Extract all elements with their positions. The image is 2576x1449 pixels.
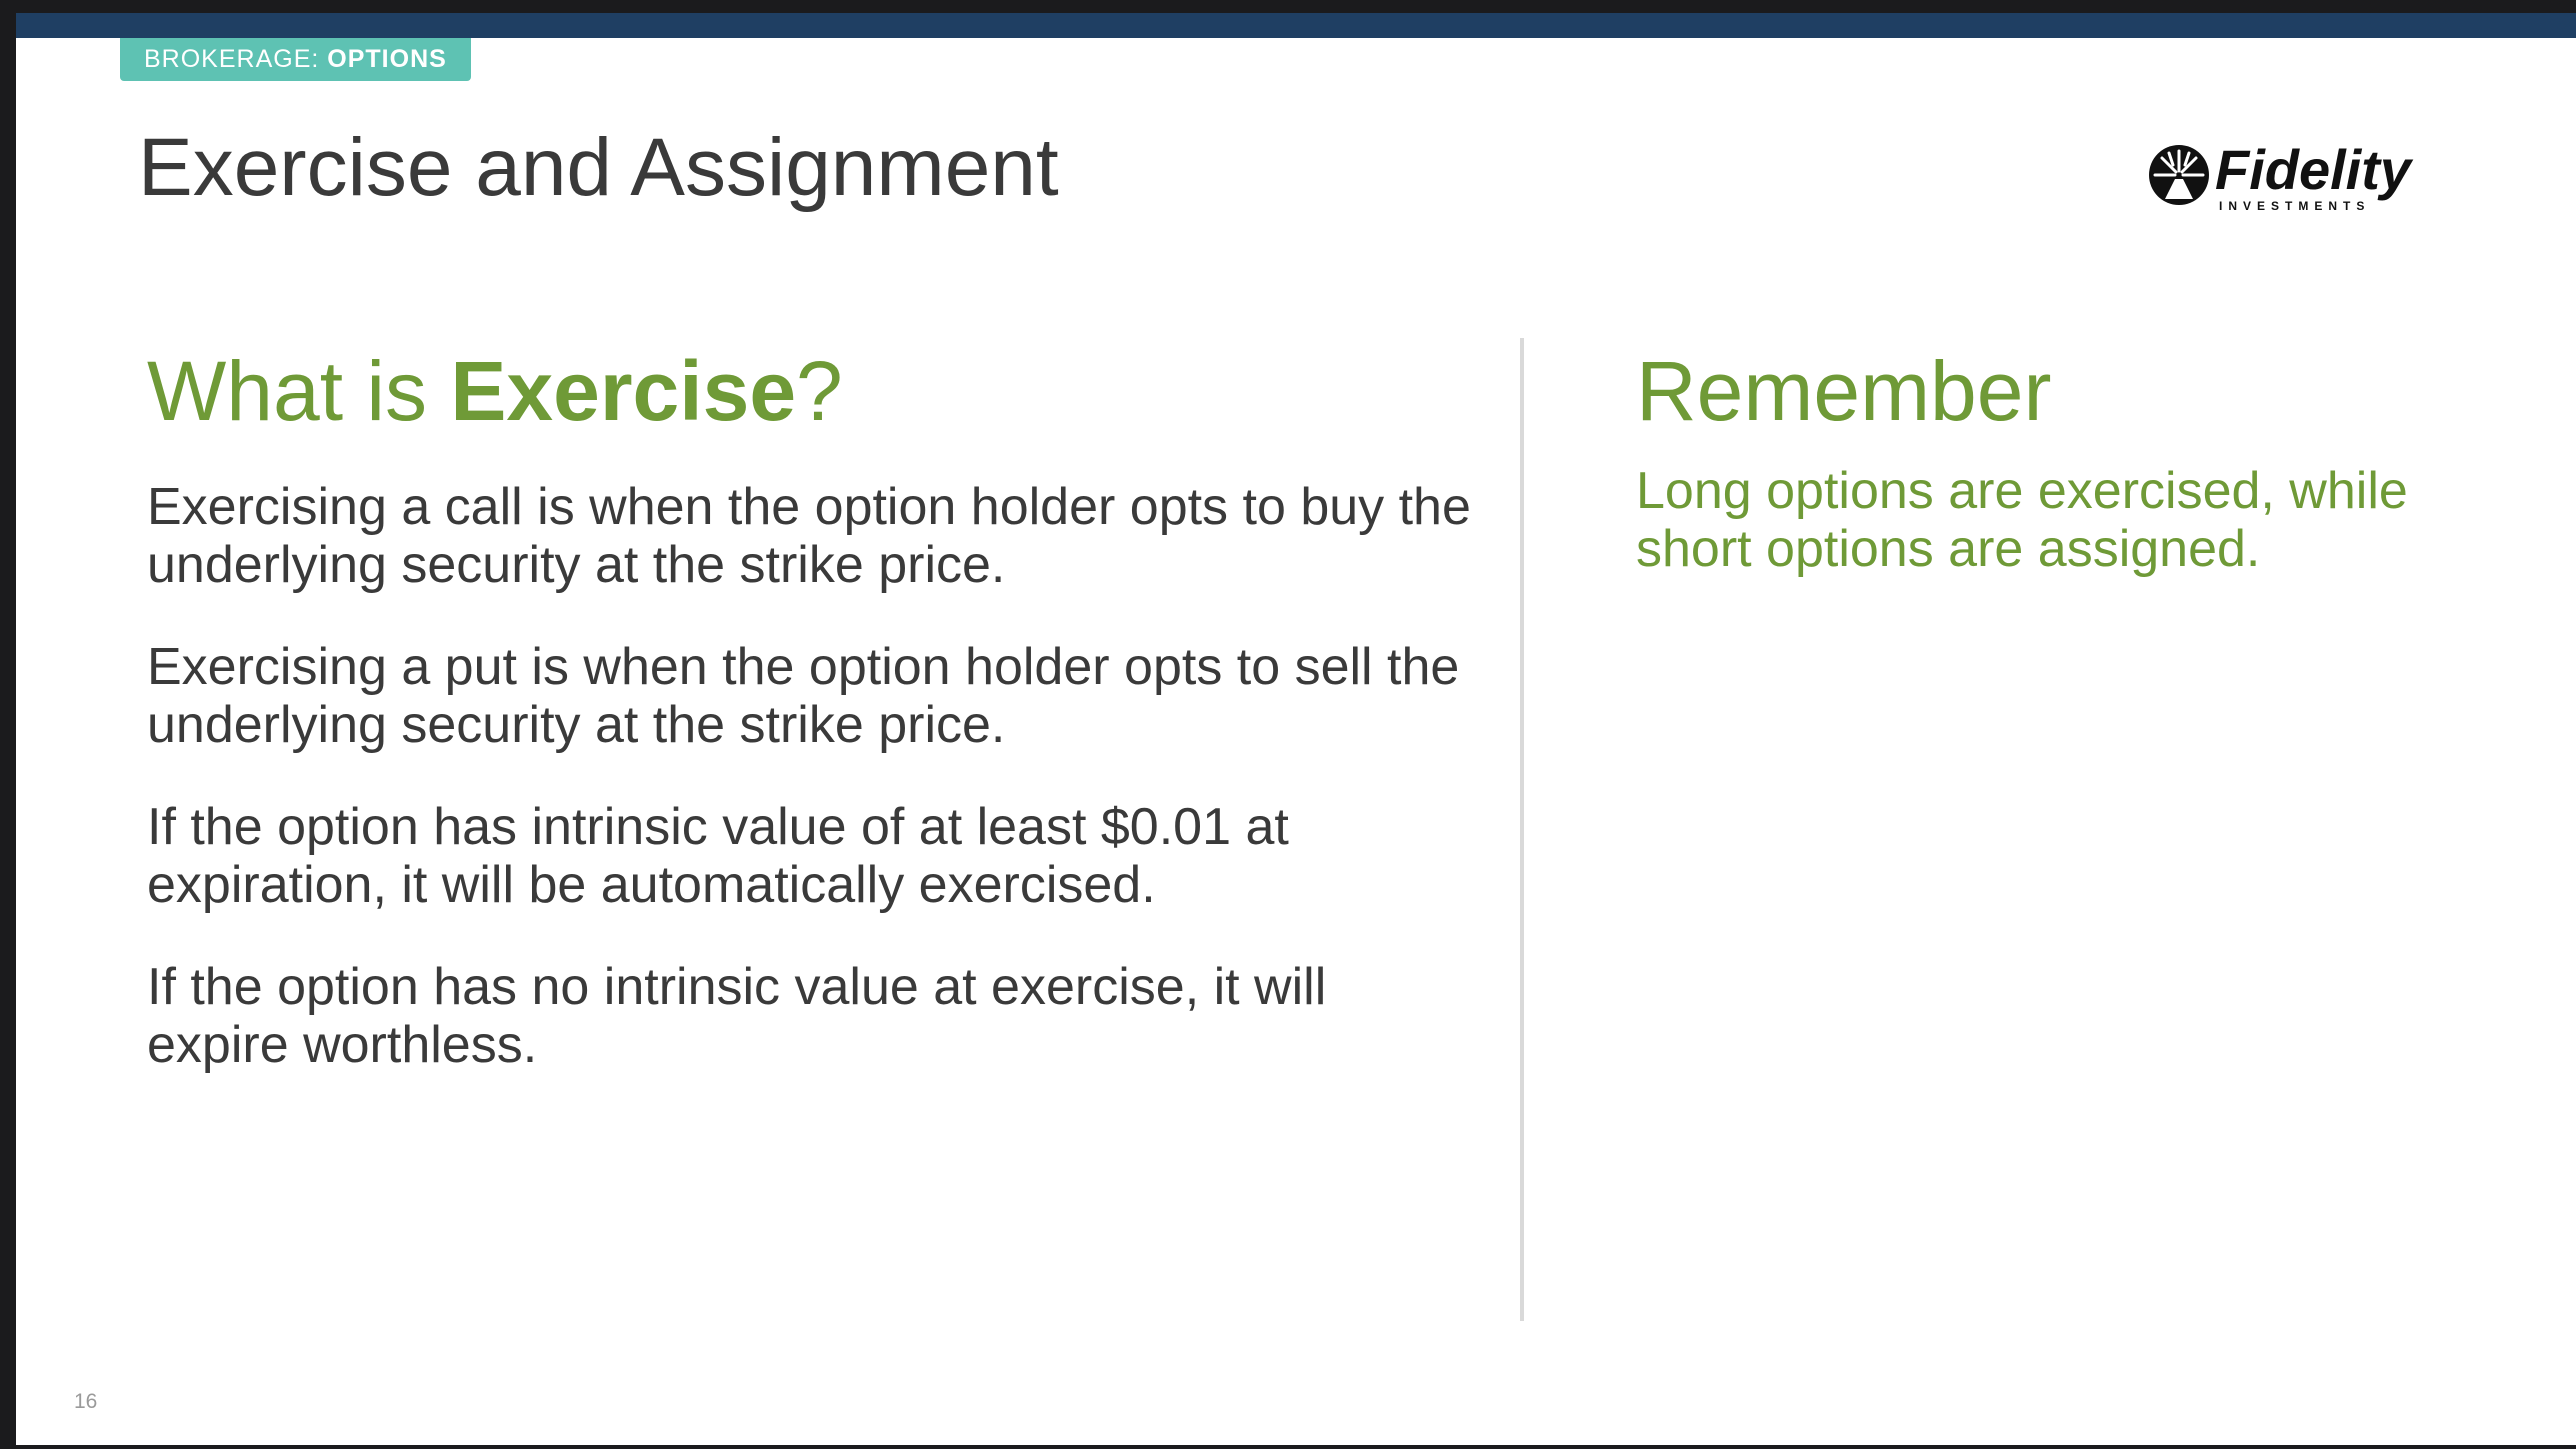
slide (16, 13, 2576, 1445)
remember-text: Long options are exercised, while short options are assigned. (1636, 462, 2408, 578)
column-divider (1520, 338, 1524, 1321)
paragraph-put: Exercising a put is when the option holder opts to sell the underlying security at the strike price. (147, 638, 1460, 754)
heading-prefix: What is (147, 344, 428, 438)
category-tag (120, 38, 471, 81)
logo-wordmark: Fidelity (2215, 138, 2412, 201)
paragraph-call: Exercising a call is when the option holder opts to buy the underlying security at the strike price. (147, 478, 1471, 594)
page-title: Exercise and Assignment (138, 122, 1059, 213)
remember-heading: Remember (1636, 344, 2052, 438)
top-band (16, 13, 2576, 38)
heading-suffix: ? (796, 344, 843, 438)
category-tag-highlight: OPTIONS (327, 45, 447, 73)
logo-subtext: INVESTMENTS (2219, 199, 2371, 213)
starburst-icon (2149, 145, 2209, 205)
right-column (1636, 343, 2536, 578)
section-heading (147, 343, 1477, 440)
slide-number: 16 (74, 1390, 98, 1413)
paragraph-expire-worthless: If the option has no intrinsic value at exercise, it will expire worthless. (147, 958, 1327, 1074)
category-tag-prefix: BROKERAGE: (144, 45, 320, 73)
fidelity-logo (2149, 127, 2459, 217)
heading-bold: Exercise (450, 344, 797, 438)
paragraph-auto-exercise: If the option has intrinsic value of at least $0.01 at expiration, it will be automatically exercised. (147, 798, 1289, 914)
left-column (147, 343, 1477, 1118)
